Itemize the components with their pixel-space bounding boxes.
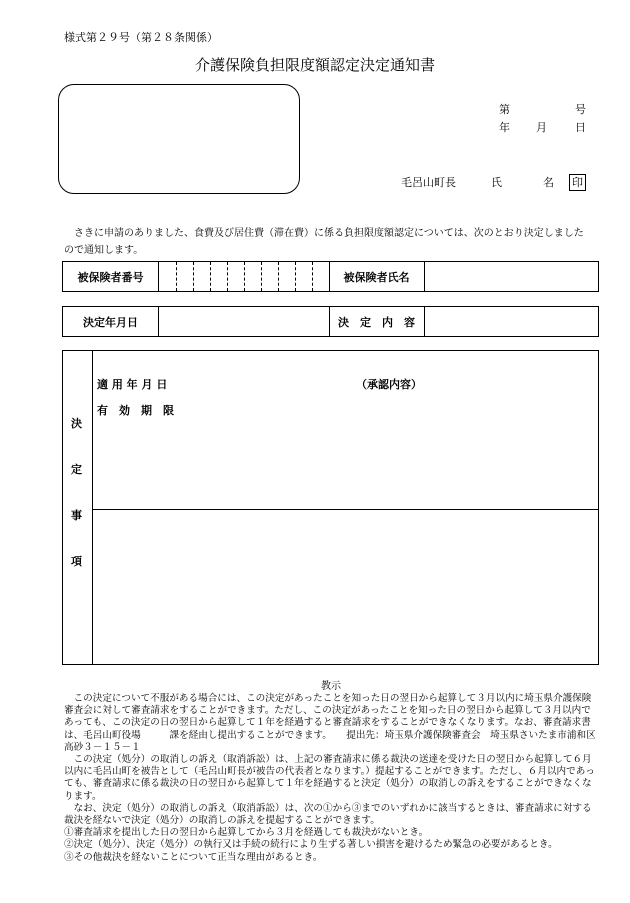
issuer-mei: 名 (543, 176, 554, 189)
decision-date-label: 決定年月日 (63, 307, 159, 336)
valid-period-label: 有 効 期 限 (97, 404, 174, 417)
notice-item-1: ①審査請求を提出した日の翌日から起算してから３月を経過しても裁決がないとき。 (64, 827, 429, 839)
side-char-4: 項 (71, 555, 82, 568)
date-day: 日 (575, 121, 586, 134)
notice-paragraph-3: なお、決定（処分）の取消しの訴え（取消訴訟）は、次の①から③までのいずれかに該当するときは、審査請求に対する裁決を経ないで決定（処分）の取消しの訴えを提起することができます。 (64, 802, 592, 827)
seal-mark: 印 (569, 174, 586, 191)
apply-date-label: 適 用 年 月 日 (97, 378, 168, 391)
decision-row (62, 306, 599, 337)
doc-no-dai: 第 (499, 103, 510, 116)
issuer-shi: 氏 (491, 176, 502, 189)
date-year: 年 (499, 121, 510, 134)
insured-row (62, 261, 599, 292)
date-month: 月 (536, 121, 547, 134)
form-number: 様式第２９号（第２８条関係） (64, 31, 218, 44)
notice-heading: 教示 (321, 681, 341, 692)
insured-name-label: 被保険者氏名 (329, 262, 425, 291)
notice-paragraph-1: この決定について不服がある場合には、この決定があったことを知った日の翌日から起算して３月以内に埼玉県介護保険審査会に対して審査請求をすることができます。ただし、この決定があったことを知った日の翌日から起算して３月以内であっても、この決定の日の翌日から起算して１年を経過すると審査請求をすることができなくなります。なお、審査請求書は、毛呂山町役場 課を経由し提出することができます。 提出先：埼玉県介護保険審査会 埼玉県さいたま市浦和区高砂３－１５－１ (64, 693, 596, 753)
notice-section (64, 680, 598, 864)
side-char-2: 定 (71, 463, 82, 476)
approval-label: （承認内容） (356, 378, 422, 391)
notice-item-3: ③その他裁決を経ないことについて正当な理由があるとき。 (64, 851, 323, 863)
decision-date-field[interactable] (159, 307, 330, 336)
insured-number-label: 被保険者番号 (63, 262, 159, 291)
address-window (58, 84, 300, 194)
insured-number-field[interactable] (159, 262, 330, 291)
notice-item-2: ②決定（処分）、決定（処分）の執行又は手続の続行により生ずる著しい損害を避けるため緊急の必要があるとき。 (64, 839, 558, 851)
insured-name-field[interactable] (425, 262, 598, 291)
doc-no-go: 号 (575, 103, 586, 116)
document-title: 介護保険負担限度額認定決定通知書 (194, 56, 435, 74)
notice-paragraph-2: この決定（処分）の取消しの訴え（取消訴訟）は、上記の審査請求に係る裁決の送達を受けた日の翌日から起算して６月以内に毛呂山町を被告として（毛呂山町長が被告の代表者となります。）提起することができます。ただし、６月以内であっても、審査請求に係る裁決の日の翌日から起算して１年を経過すると決定（処分）の取消しの訴えをすることができなくなります。 (64, 754, 595, 802)
side-char-1: 決 (71, 417, 82, 430)
intro-text: さきに申請のありました、食費及び居住費（滞在費）に係る負担限度額認定については、次のとおり決定しましたので通知します。 (64, 228, 584, 256)
side-char-3: 事 (71, 509, 82, 522)
decision-matters-box (62, 350, 599, 665)
decision-content-field[interactable] (425, 307, 598, 336)
issuer-office: 毛呂山町長 (401, 176, 456, 189)
decision-content-label: 決 定 内 容 (329, 307, 425, 336)
